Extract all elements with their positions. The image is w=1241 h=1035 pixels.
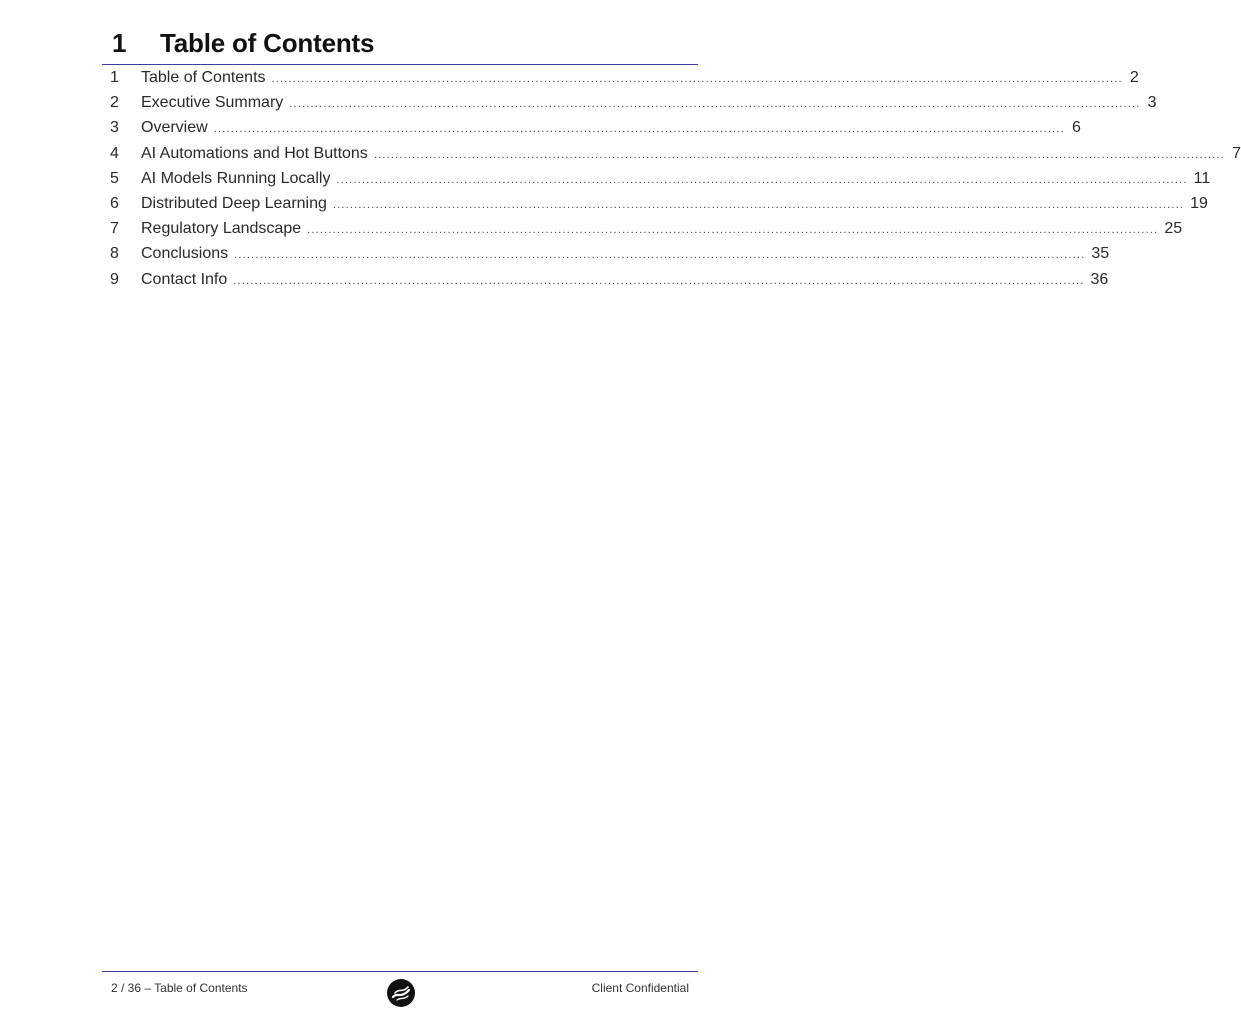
- toc-entry[interactable]: [110, 69, 1139, 94]
- toc-entry-number: 7: [110, 220, 119, 238]
- page-heading: [102, 26, 698, 65]
- toc-entry[interactable]: [110, 194, 1208, 220]
- toc-entry-number: 3: [110, 119, 119, 137]
- toc-entry-title: Distributed Deep Learning: [141, 194, 327, 212]
- toc-dot-leader: ........................................................................................................................................................................................................: [233, 274, 1085, 287]
- toc-entry-page: 2: [1129, 69, 1139, 86]
- heading-number: 1: [112, 28, 127, 58]
- page-title: Table of Contents: [160, 28, 375, 58]
- toc-entry-number: 6: [110, 194, 119, 212]
- toc-entry[interactable]: [110, 270, 1109, 296]
- toc-dot-leader: ........................................................................................................................................................................................................: [336, 173, 1188, 186]
- toc-entry[interactable]: [110, 169, 1211, 195]
- toc-entry-title: Conclusions: [141, 245, 229, 263]
- toc-entry-number: 8: [110, 245, 119, 263]
- toc-dot-leader: ........................................................................................................................................................................................................: [289, 98, 1141, 111]
- toc-dot-leader: ........................................................................................................................................................................................................: [332, 198, 1185, 211]
- toc-dot-leader: ........................................................................................................................................................................................................: [307, 224, 1159, 237]
- table-of-contents: [110, 69, 1241, 296]
- toc-entry-title: AI Automations and Hot Buttons: [141, 144, 368, 162]
- toc-entry-page: 11: [1193, 169, 1211, 187]
- toc-entry-title: Overview: [141, 119, 208, 137]
- toc-dot-leader: ........................................................................................................................................................................................................: [271, 73, 1123, 85]
- footer-confidentiality: Client Confidential: [591, 981, 689, 995]
- toc-entry[interactable]: [110, 220, 1183, 245]
- toc-entry-page: 3: [1147, 94, 1157, 112]
- toc-entry[interactable]: [110, 94, 1157, 119]
- toc-entry-page: 35: [1091, 245, 1110, 263]
- toc-dot-leader: ........................................................................................................................................................................................................: [213, 123, 1065, 136]
- toc-entry-title: Table of Contents: [141, 69, 266, 86]
- toc-entry-number: 4: [110, 144, 119, 162]
- footer-page-info: 2 / 36 – Table of Contents: [111, 981, 248, 995]
- toc-entry-page: 19: [1190, 194, 1208, 212]
- toc-entry-title: Executive Summary: [141, 94, 284, 112]
- toc-entry[interactable]: [110, 144, 1241, 170]
- toc-entry-title: AI Models Running Locally: [141, 169, 331, 187]
- toc-entry-number: 5: [110, 169, 119, 187]
- toc-entry-page: 25: [1164, 220, 1183, 238]
- page-footer: [102, 971, 698, 1012]
- toc-entry[interactable]: [110, 245, 1110, 270]
- toc-dot-leader: ........................................................................................................................................................................................................: [234, 249, 1086, 262]
- toc-entry-page: 7: [1232, 144, 1241, 162]
- toc-entry-number: 2: [110, 94, 119, 112]
- toc-entry-title: Regulatory Landscape: [141, 220, 302, 238]
- toc-entry-page: 36: [1090, 270, 1109, 288]
- toc-dot-leader: ........................................................................................................................................................................................................: [373, 148, 1226, 161]
- toc-entry[interactable]: [110, 119, 1081, 144]
- toc-entry-page: 6: [1072, 119, 1081, 137]
- toc-entry-title: Contact Info: [141, 270, 228, 288]
- brand-logo-icon: [387, 979, 415, 1007]
- toc-entry-number: 1: [110, 69, 119, 86]
- toc-entry-number: 9: [110, 270, 119, 288]
